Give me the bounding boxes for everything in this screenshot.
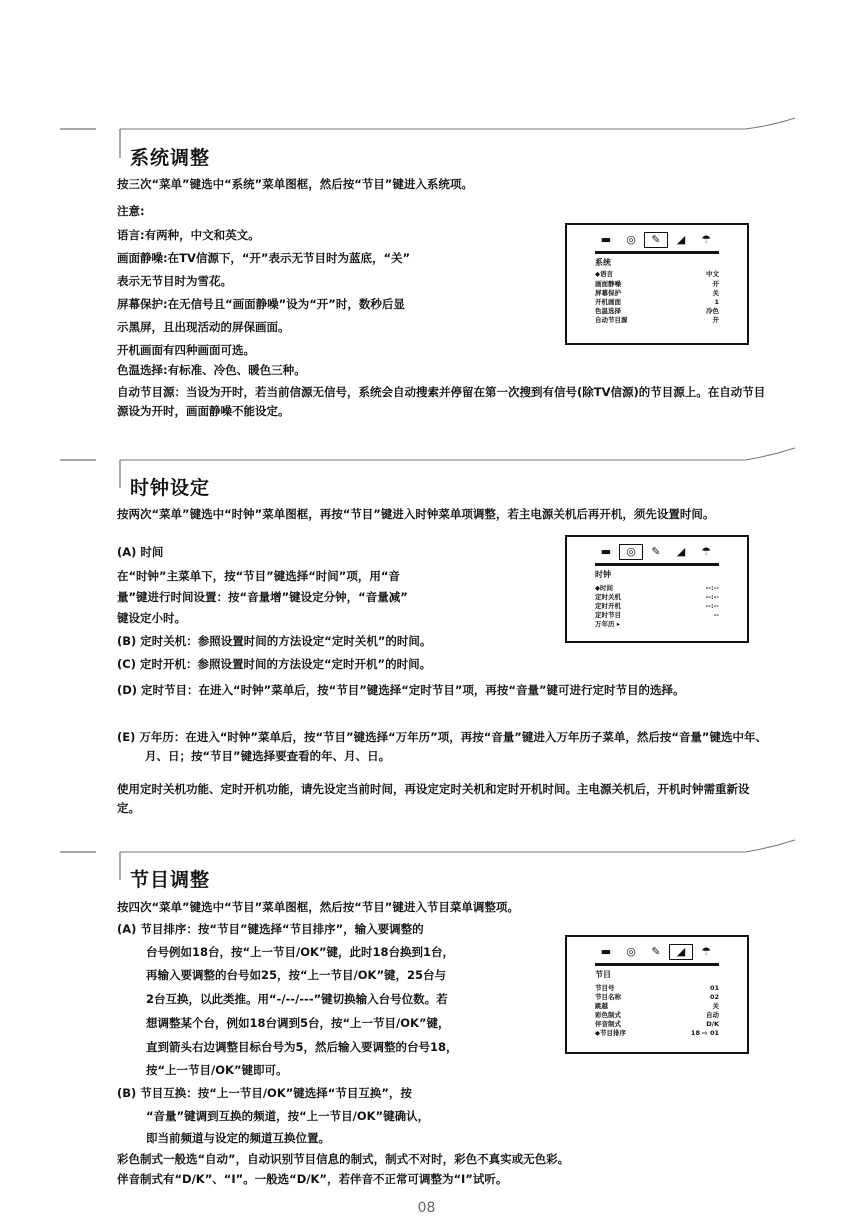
clock-icon: ◎ (626, 233, 636, 246)
menu-header: 时钟 (595, 570, 611, 579)
menu-row (595, 270, 719, 279)
system-line: 语言:有两种，中文和英文。 (117, 228, 260, 242)
system-line: 表示无节目时为雪花。 (117, 274, 232, 288)
menu-row (595, 984, 719, 993)
menu-row-value: 中文 (706, 270, 719, 278)
program-icon: ◢ (676, 545, 686, 558)
menu-header: 系统 (595, 258, 611, 267)
menu-row-value: --:-- (705, 593, 719, 601)
program-a-line: 2台互换，以此类推。用“-/--/---”键切换输入台号位数。若 (146, 992, 448, 1006)
menu-row-value: -- (713, 611, 719, 619)
menu-row (595, 280, 719, 289)
menu-row-value: 02 (709, 993, 719, 1001)
sound-icon: ☂ (701, 233, 711, 246)
menu-row-value: 01 (709, 984, 719, 992)
section-divider-system (0, 110, 853, 170)
menu-bar (595, 963, 719, 966)
menu-row-value: 开 (712, 280, 719, 288)
program-a-line: (A) 节目排序：按“节目”键选择“节目排序”，输入要调整的 (117, 922, 424, 936)
menu-row (595, 584, 719, 593)
program-a-line: 按“上一节目/OK”键即可。 (146, 1063, 288, 1077)
system-line: 开机画面有四种画面可选。 (117, 343, 255, 357)
clock-intro: 按两次“菜单”键选中“时钟”菜单图框，再按“节目”键进入时钟菜单项调整，若主电源关机后再开机，须先设置时间。 (117, 507, 715, 521)
menu-row (595, 307, 719, 316)
menu-row-value: 关 (712, 1002, 719, 1010)
program-icon: ◢ (670, 945, 692, 959)
clock-icon: ◎ (626, 945, 636, 958)
menu-row-value: --:-- (705, 602, 719, 610)
menu-row-value: 关 (712, 289, 719, 297)
program-b-line: 即当前频道与设定的频道互换位置。 (146, 1131, 330, 1145)
system-section-title: 系统调整 (130, 147, 211, 169)
menu-row-value: 18 ⇨ 01 (690, 1029, 719, 1037)
clock-d: (D) 定时节目：在进入“时钟”菜单后，按“节目”键选择“定时节目”项，再按“音量”键可进行定时节目的选择。 (117, 683, 685, 697)
menu-row (595, 316, 719, 325)
program-b-line: (B) 节目互换：按“上一节目/OK”键选择“节目互换”，按 (117, 1086, 412, 1100)
clock-menu-illustration (565, 535, 749, 643)
sound-icon: ☂ (701, 945, 711, 958)
menu-row-label: 伴音制式 (595, 1020, 621, 1028)
program-a-line: 再输入要调整的台号如25，按“上一节目/OK”键，25台与 (146, 968, 447, 982)
system-intro: 按三次“菜单”键选中“系统”菜单图框，然后按“节目”键进入系统项。 (117, 177, 473, 191)
system-icon: ✎ (651, 945, 661, 958)
system-note-label: 注意: (117, 204, 145, 218)
menu-row-label: 万年历 ▸ (595, 620, 621, 628)
menu-header: 节目 (595, 970, 611, 979)
system-line: 屏幕保护:在无信号且“画面静噪”设为“开”时，数秒后显 (117, 297, 405, 311)
menu-row-label: 定时关机 (595, 593, 621, 601)
menu-row (595, 620, 719, 629)
menu-row-label: 定时节目 (595, 611, 621, 619)
program-footer-line: 彩色制式一般选“自动”，自动识别节目信息的制式，制式不对时，彩色不真实或无色彩。 (117, 1152, 570, 1166)
picture-icon: ▬ (600, 945, 612, 958)
menu-row-value: 自动 (706, 1011, 719, 1019)
clock-section-title: 时钟设定 (130, 477, 211, 499)
menu-row (595, 1002, 719, 1011)
clock-a-label: (A) 时间 (117, 545, 164, 559)
clock-footer: 使用定时关机功能、定时开机功能，请先设定当前时间，再设定定时关机和定时开机时间。主电源关机后，开机时钟需重新设定。 (117, 782, 750, 815)
clock-c: (C) 定时开机：参照设置时间的方法设定“定时开机”的时间。 (117, 657, 432, 671)
menu-row-label: 色温选择 (595, 307, 621, 315)
program-intro: 按四次“菜单”键选中“节目”菜单图框，然后按“节目”键进入节目菜单调整项。 (117, 900, 519, 914)
menu-row (595, 289, 719, 298)
clock-a-line: 量”键进行时间设置：按“音量增”键设定分钟，“音量减” (117, 590, 408, 604)
clock-b: (B) 定时关机：参照设置时间的方法设定“定时关机”的时间。 (117, 634, 432, 648)
system-line: 示黑屏，且出现活动的屏保画面。 (117, 320, 290, 334)
menu-bar (595, 251, 719, 254)
system-icon: ✎ (645, 233, 667, 247)
menu-row-value: D/K (706, 1020, 719, 1028)
menu-icon-strip (595, 945, 717, 961)
menu-row (595, 298, 719, 307)
menu-row-label: 节目号 (595, 984, 615, 992)
clock-a-line: 键设定小时。 (117, 611, 186, 625)
menu-row-label: 屏幕保护 (595, 289, 621, 297)
menu-row-value: 开 (712, 316, 719, 324)
section-divider-clock (0, 438, 853, 498)
sound-icon: ☂ (701, 545, 711, 558)
menu-row-value: --:-- (705, 584, 719, 592)
menu-icon-strip (595, 545, 717, 561)
clock-icon: ◎ (620, 545, 642, 559)
system-line: 画面静噪:在TV信源下，“开”表示无节目时为蓝底，“关” (117, 251, 411, 265)
picture-icon: ▬ (600, 545, 612, 558)
program-b-line: “音量”键调到互换的频道，按“上一节目/OK”键确认， (146, 1109, 430, 1123)
clock-e: (E) 万年历：在进入“时钟”菜单后，按“节目”键选择“万年历”项，再按“音量”键进入万年历子菜单，然后按“音量”键选中年、月、日；按“节目”键选择要查看的年、月、日。 (117, 730, 767, 763)
section-divider-program (0, 832, 853, 892)
menu-row-label: 画面静噪 (595, 280, 621, 288)
program-icon: ◢ (676, 233, 686, 246)
menu-row (595, 1020, 719, 1029)
system-menu-illustration (565, 223, 749, 345)
menu-row-value: 冷色 (706, 307, 719, 315)
picture-icon: ▬ (600, 233, 612, 246)
program-menu-illustration (565, 935, 749, 1054)
system-auto-source-paragraph: 自动节目源：当设为开时，若当前信源无信号，系统会自动搜索并停留在第一次搜到有信号(除TV信源)的节目源上。在自动节目源设为开时，画面静噪不能设定。 (117, 385, 766, 418)
menu-bar (595, 563, 719, 566)
clock-a-line: 在“时钟”主菜单下，按“节目”键选择“时间”项，用“音 (117, 569, 400, 583)
program-footer-line: 伴音制式有“D/K”、“I”。一般选“D/K”，若伴音不正常可调整为“I”试听。 (117, 1172, 508, 1186)
program-a-line: 想调整某个台，例如18台调到5台，按“上一节目/OK”键， (146, 1016, 450, 1030)
menu-row (595, 602, 719, 611)
system-icon: ✎ (651, 545, 661, 558)
program-section-title: 节目调整 (130, 869, 211, 891)
menu-icon-strip (595, 233, 717, 249)
program-a-line: 直到箭头右边调整目标台号为5，然后输入要调整的台号18， (146, 1040, 458, 1054)
menu-row (595, 1029, 719, 1038)
menu-row-label: 节目名称 (595, 993, 621, 1001)
page-number: 08 (417, 1200, 436, 1216)
menu-row-label: ◆节目排序 (595, 1029, 626, 1037)
system-line: 色温选择:有标准、冷色、暖色三种。 (117, 363, 306, 377)
menu-row (595, 593, 719, 602)
menu-row-value: 1 (714, 298, 719, 306)
menu-row (595, 611, 719, 620)
menu-row-label: 定时开机 (595, 602, 621, 610)
menu-row-label: ◆语言 (595, 270, 613, 278)
menu-row-label: 彩色制式 (595, 1011, 621, 1019)
menu-row-label: 开机画面 (595, 298, 621, 306)
menu-row (595, 1011, 719, 1020)
menu-row-label: 自动节目源 (595, 316, 628, 324)
menu-row-label: ◆时间 (595, 584, 613, 592)
program-a-line: 台号例如18台，按“上一节目/OK”键，此时18台换到1台， (146, 945, 455, 959)
menu-row-label: 跳越 (595, 1002, 608, 1010)
menu-row (595, 993, 719, 1002)
